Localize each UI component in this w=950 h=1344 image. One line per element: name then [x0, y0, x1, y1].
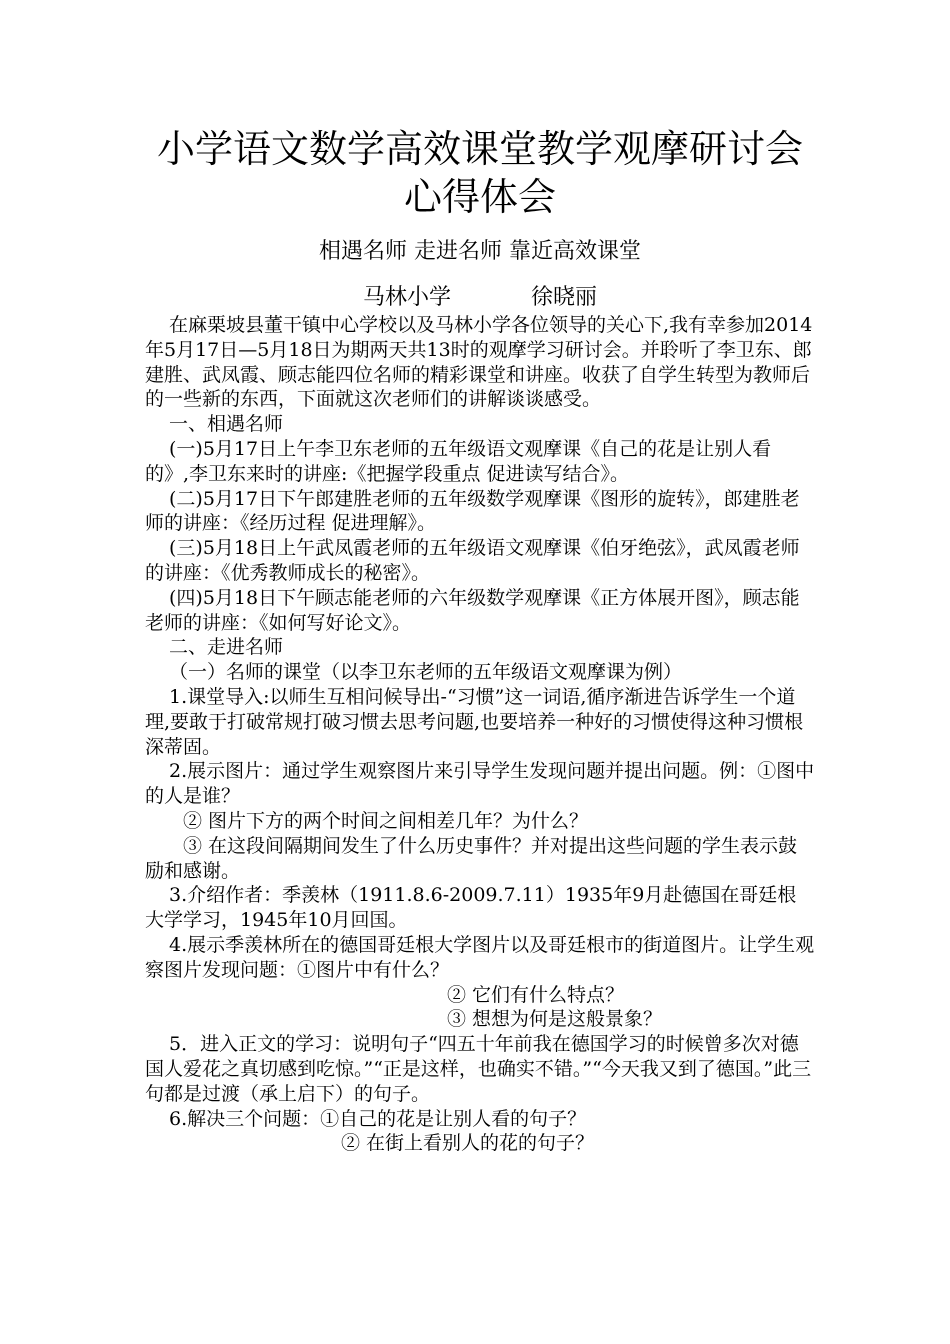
paragraph-item: 6.解决三个问题：①自己的花是让别人看的句子？: [169, 1107, 587, 1130]
document-title: [145, 125, 815, 221]
question-item: ② 它们有什么特点？: [447, 983, 625, 1006]
author-line: [145, 283, 815, 313]
paragraph-intro: 在麻栗坡县董干镇中心学校以及马林小学各位领导的关心下,我有幸参加2014年5月17日—5月18日为期两天共13时的观摩学习研讨会。并聆听了李卫东、郎建胜、武凤霞、顾志能四位名师的精彩课堂和讲座。收获了自学生转型为教师后的一些新的东西，下面就这次老师们的讲解谈谈感受。: [145, 314, 813, 411]
paragraph-item: 1.课堂导入:以师生互相问候导出-“习惯”这一词语,循序渐进告诉学生一个道理,要敢于打破常规打破习惯去思考问题,也要培养一种好的习惯使得这种习惯根深蒂固。: [145, 685, 804, 758]
document-page: [145, 125, 815, 1156]
subsection-heading: （一）名师的课堂（以李卫东老师的五年级语文观摩课为例）: [169, 661, 683, 684]
question-item: ③ 想想为何是这般景象？: [447, 1008, 663, 1031]
title-line-2: 心得体会: [403, 175, 556, 219]
author-name: 徐晓丽: [531, 285, 598, 310]
section-heading-2: 二、走进名师: [169, 636, 284, 659]
section-heading-1: 一、相遇名师: [169, 413, 284, 436]
author-school: 马林小学: [362, 285, 451, 310]
paragraph-item: (三)5月18日上午武凤霞老师的五年级语文观摩课《伯牙绝弦》，武凤霞老师的讲座：《优秀教师成长的秘密》。: [145, 537, 800, 584]
paragraph-item: (二)5月17日下午郎建胜老师的五年级数学观摩课《图形的旋转》，郎建胜老师的讲座：《经历过程 促进理解》。: [145, 487, 800, 535]
paragraph-item: 3.介绍作者：季羡林（1911.8.6-2009.7.11）1935年9月赴德国在哥廷根大学学习，1945年10月回国。: [145, 884, 797, 932]
paragraph-item: 4.展示季羡林所在的德国哥廷根大学图片以及哥廷根市的街道图片。让学生观察图片发现问题：①图片中有什么？: [145, 933, 815, 981]
question-item: ② 图片下方的两个时间之间相差几年？为什么？: [183, 809, 589, 832]
paragraph-item: (一)5月17日上午李卫东老师的五年级语文观摩课《自己的花是让别人看的》,李卫东来时的讲座:《把握学段重点 促进读写结合》。: [145, 437, 772, 485]
question-item: ② 在街上看别人的花的句子？: [341, 1132, 595, 1155]
question-item: ③ 在这段间隔期间发生了什么历史事件？并对提出这些问题的学生表示鼓励和感谢。: [145, 834, 798, 882]
paragraph-item: 2.展示图片：通过学生观察图片来引导学生发现问题并提出问题。例：①图中的人是谁？: [145, 760, 815, 808]
paragraph-item: 5．进入正文的学习：说明句子“四五十年前我在德国学习的时候曾多次对德国人爱花之真切感到吃惊。”“正是这样，也确实不错。”“今天我又到了德国。”此三句都是过渡（承上启下）的句子。: [145, 1033, 812, 1105]
title-line-1: 小学语文数学高效课堂教学观摩研讨会: [156, 127, 803, 171]
document-body: [145, 313, 815, 1156]
document-subtitle: 相遇名师 走进名师 靠近高效课堂: [319, 239, 641, 264]
paragraph-item: (四)5月18日下午顾志能老师的六年级数学观摩课《正方体展开图》，顾志能老师的讲座：《如何写好论文》。: [145, 586, 800, 634]
